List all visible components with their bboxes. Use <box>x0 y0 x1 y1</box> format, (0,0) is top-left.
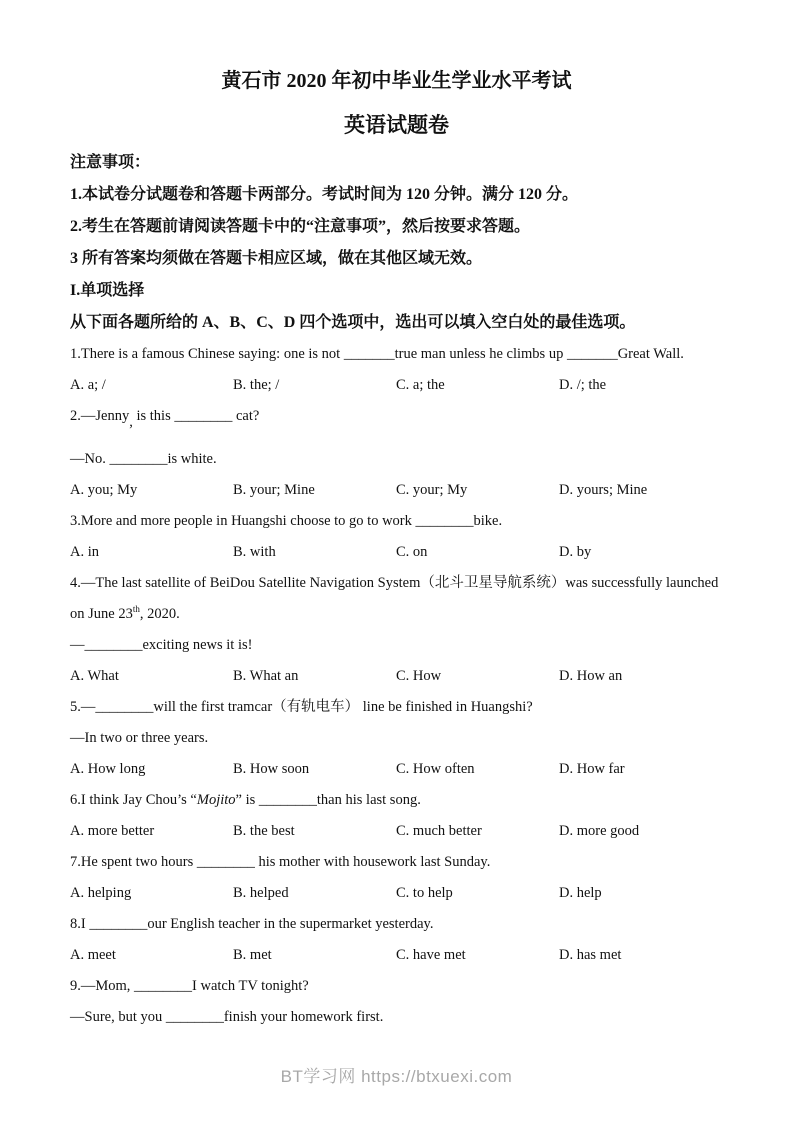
question-1-stem: 1.There is a famous Chinese saying: one is not _______true man unless he climbs up _______Great Wall. <box>70 346 684 362</box>
option-b: B. the best <box>233 823 295 839</box>
option-b: B. with <box>233 544 276 560</box>
option-d: D. How far <box>559 761 625 777</box>
question-4-stem <box>70 568 723 630</box>
option-d: D. more good <box>559 823 640 839</box>
question-4-stem-text: 4.—The last satellite of BeiDou Satellite Navigation System（北斗卫星导航系统）was successfully launched on June 23 <box>70 575 719 622</box>
question-2-reply: —No. ________is white. <box>70 451 217 467</box>
notice-item-1: 1.本试卷分试题卷和答题卡两部分。考试时间为 120 分钟。满分 120 分。 <box>70 186 579 203</box>
option-d: D. help <box>559 885 602 901</box>
question-6-stem <box>70 785 723 816</box>
question-7-options <box>70 878 723 909</box>
question-8-options <box>70 940 723 971</box>
question-2-stem <box>70 401 723 432</box>
question-3-stem: 3.More and more people in Huangshi choose to go to work ________bike. <box>70 513 503 529</box>
question-4-stem-text-cont: , 2020. <box>139 606 180 622</box>
question-4-options <box>70 661 723 692</box>
option-c: C. How <box>396 668 442 684</box>
option-b: B. What an <box>233 668 299 684</box>
option-a: A. in <box>70 544 99 560</box>
watermark-footer: BT学习网 https://btxuexi.com <box>280 1067 513 1086</box>
question-4-reply: —________exciting news it is! <box>70 637 253 653</box>
question-5-options <box>70 754 723 785</box>
notice-item-2: 2.考生在答题前请阅读答题卡中的“注意事项”，然后按要求答题。 <box>70 218 531 235</box>
question-7-stem: 7.He spent two hours ________ his mother with housework last Sunday. <box>70 854 491 870</box>
exam-title: 黄石市 2020 年初中毕业生学业水平考试 <box>221 70 572 92</box>
option-c: C. have met <box>396 947 466 963</box>
option-d: D. has met <box>559 947 622 963</box>
question-9-stem: 9.—Mom, ________I watch TV tonight? <box>70 978 309 994</box>
option-d: D. by <box>559 544 592 560</box>
question-6-options <box>70 816 723 847</box>
option-a: A. a; / <box>70 377 106 393</box>
notice-heading: 注意事项： <box>70 154 151 171</box>
question-6-stem-text: 6.I think Jay Chou’s “ <box>70 792 197 808</box>
option-d: D. yours; Mine <box>559 482 648 498</box>
option-a: A. you; My <box>70 482 138 498</box>
option-a: A. What <box>70 668 119 684</box>
question-2-stem-text: 2.—Jenny <box>70 408 130 424</box>
question-1-options <box>70 370 723 401</box>
option-a: A. helping <box>70 885 132 901</box>
option-c: C. your; My <box>396 482 468 498</box>
option-d: D. /; the <box>559 377 607 393</box>
question-9-reply: —Sure, but you ________finish your homework first. <box>70 1009 384 1025</box>
question-6-stem-text-cont: ” is ________than his last song. <box>235 792 421 808</box>
exam-subtitle: 英语试题卷 <box>344 113 449 137</box>
option-b: B. the; / <box>233 377 280 393</box>
question-2-options <box>70 475 723 506</box>
option-c: C. much better <box>396 823 482 839</box>
question-5-stem: 5.—________will the first tramcar（有轨电车） line be finished in Huangshi? <box>70 699 533 715</box>
option-a: A. more better <box>70 823 155 839</box>
question-6-song-title: Mojito <box>196 792 236 808</box>
option-c: C. a; the <box>396 377 445 393</box>
question-2-low-comma: , <box>129 414 133 430</box>
notice-item-3: 3 所有答案均须做在答题卡相应区域，做在其他区域无效。 <box>70 250 483 267</box>
option-b: B. your; Mine <box>233 482 315 498</box>
option-a: A. meet <box>70 947 116 963</box>
question-8-stem: 8.I ________our English teacher in the supermarket yesterday. <box>70 916 434 932</box>
option-b: B. met <box>233 947 272 963</box>
section-heading: I.单项选择 <box>70 282 145 299</box>
option-c: C. How often <box>396 761 475 777</box>
section-instruction: 从下面各题所给的 A、B、C、D 四个选项中，选出可以填入空白处的最佳选项。 <box>70 314 636 331</box>
question-2-stem-text-cont: is this ________ cat? <box>132 408 260 424</box>
option-c: C. to help <box>396 885 453 901</box>
question-5-reply: —In two or three years. <box>70 730 209 746</box>
option-b: B. helped <box>233 885 289 901</box>
option-b: B. How soon <box>233 761 310 777</box>
option-a: A. How long <box>70 761 146 777</box>
option-d: D. How an <box>559 668 623 684</box>
question-3-options <box>70 537 723 568</box>
option-c: C. on <box>396 544 428 560</box>
question-4-ordinal-suffix: th <box>132 604 140 615</box>
